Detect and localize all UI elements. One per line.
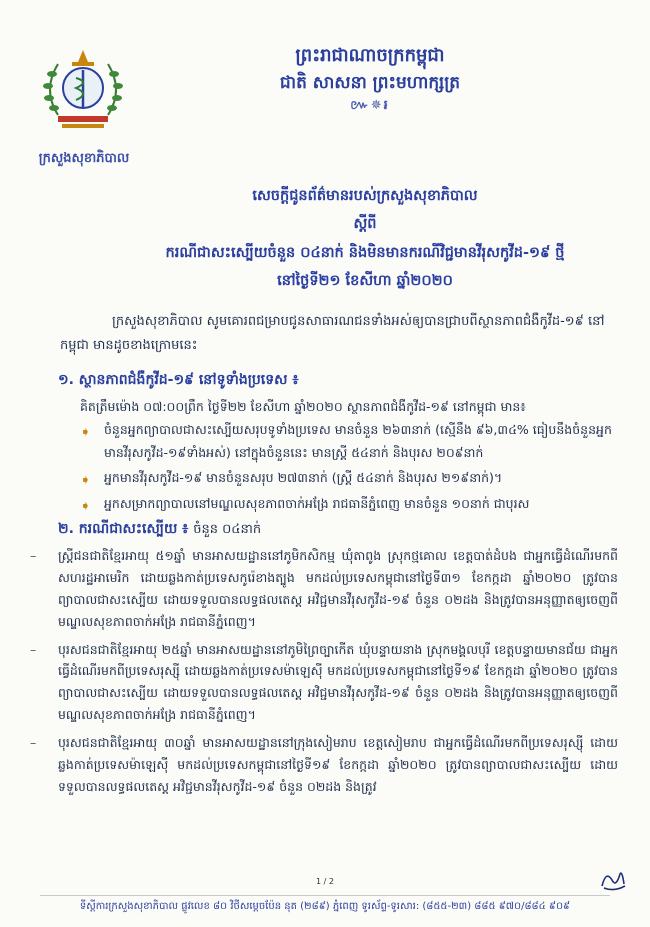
national-motto: ជាតិ សាសនា ព្រះមហាក្សត្រ bbox=[279, 72, 461, 93]
list-item: ➧ អ្នកសម្រាកព្យាបាលនៅមណ្ឌលសុខភាពចាក់អង្រែ រាជធានីភ្នំពេញ មានចំនួន ១០នាក់ ជាបុរស bbox=[80, 493, 630, 516]
initials-signature bbox=[598, 866, 628, 894]
intro-paragraph: ក្រសួងសុខាភិបាល សូមគោរពជម្រាបជូនសាធារណជនទាំងអស់ឲ្យបានជ្រាបពីស្ថានភាពជំងឺកូវីដ-១៩ នៅកម្ពុជា មានដូចខាងក្រោមនេះ bbox=[60, 314, 605, 354]
section-1-title: ១. ស្ថានភាពជំងឺកូវីដ-១៩ នៅទូទាំងប្រទេស ៖ bbox=[58, 372, 299, 388]
arrow-bullet-icon: ➧ bbox=[80, 425, 91, 440]
title-line-3: ករណីជាសះស្បើយចំនួន ០៤នាក់ និងមិនមានករណីវិជ្ជមានវីរុសកូវីដ-១៩ ថ្មី bbox=[165, 244, 565, 261]
ministry-name: ក្រសួងសុខាភិបាល bbox=[38, 151, 130, 166]
arrow-bullet-icon: ➧ bbox=[80, 498, 91, 514]
dash-bullet-icon: – bbox=[30, 641, 37, 657]
list-item: – បុរសជនជាតិខ្មែរអាយុ ៣០ឆ្នាំ មានអាសយដ្ឋាននៅក្រុងសៀមរាប ខេត្តសៀមរាប ជាអ្នកធ្វើដំណើរមកពីប្រទេសរុស្ស៊ី ដោយឆ្លងកាត់ប្រទេសម៉ាឡេស៊ី មកដល់ប្រទេសកម្ពុជានៅថ្ងៃទី១៩ ខែកក្កដា ឆ្នាំ២០២០ ត្រូវបានព្យាបាលជាសះស្បើយ ដោយទទួលបានលទ្ធផលតេស្ត អវិជ្ជមានវីរុសកូវីដ-១៩ ចំនួន ០២ដង និងត្រូវ bbox=[28, 732, 618, 798]
page-number: 1 / 2 bbox=[316, 877, 334, 886]
footer-address: ទីស្តីការក្រសួងសុខាភិបាល ផ្លូវលេខ ៨០ វិថីសម្តេចប៉ែន នុត (២៨៩) ភ្នំពេញ ទូរស័ព្ទ-ទូរសារ: (៨៥៥-២៣) ៨៨៥ ៩៧០/៨៨៤ ៩០៩ bbox=[40, 895, 610, 914]
ministry-emblem-icon bbox=[28, 40, 138, 160]
recovered-count: ចំនួន ០៤នាក់ bbox=[193, 522, 262, 537]
section-2-title: ២. ករណីជាសះស្បើយ ៖ bbox=[58, 521, 189, 537]
title-line-2: ស្តីពី bbox=[353, 216, 377, 233]
case-list bbox=[28, 545, 618, 804]
kingdom-header bbox=[210, 42, 530, 116]
list-item: ➧ ចំនួនអ្នកព្យាបាលជាសះស្បើយសរុបទូទាំងប្រទេស មានចំនួន ២៦៣នាក់ (ស្មើនឹង ៩៦,៣៤% ធៀបនឹងចំនួនអ្នកមានវីរុសកូវីដ-១៩ទាំងអស់) នៅក្នុងចំនួននេះ មានស្ត្រី ៥៤នាក់ និងបុរស ២០៩នាក់ bbox=[80, 422, 612, 460]
section-1-status-line: គិតត្រឹមម៉ោង ០៧:០០ព្រឹក ថ្ងៃទី២២ ខែសីហា ឆ្នាំ២០២០ ស្ថានភាពជំងឺកូវីដ-១៩ នៅកម្ពុជា មាន៖ bbox=[80, 399, 526, 414]
title-line-1: សេចក្តីជូនព័ត៌មានរបស់ក្រសួងសុខាភិបាល bbox=[252, 188, 478, 204]
header-ornament: ៚✵៛ bbox=[350, 98, 390, 114]
kingdom-name: ព្រះរាជាណាចក្រកម្ពុជា bbox=[295, 45, 445, 66]
dash-bullet-icon: – bbox=[30, 548, 37, 563]
list-item: – ស្ត្រីជនជាតិខ្មែរអាយុ ៥១ឆ្នាំ មានអាសយដ្ឋាននៅភូមិកសិកម្ម ឃុំតាពូង ស្រុកថ្មគោល ខេត្តបាត់ដំបង ជាអ្នកធ្វើដំណើរមកពីសហរដ្ឋអាមេរិក ដោយឆ្លងកាត់ប្រទេសកូរ៉េខាងត្បូង មកដល់ប្រទេសកម្ពុជានៅថ្ងៃទី៣១ ខែកក្កដា ឆ្នាំ២០២០ ត្រូវបានព្យាបាលជាសះស្បើយ ដោយទទួលបានលទ្ធផលតេស្ត អវិជ្ជមានវីរុសកូវីដ-១៩ ចំនួន ០២ដង និងត្រូវបានអនុញ្ញាតឲ្យចេញពីមណ្ឌលសុខភាពចាក់អង្រែ រាជធានីភ្នំពេញ។ bbox=[28, 545, 618, 633]
document-title bbox=[130, 182, 600, 295]
list-item: – បុរសជនជាតិខ្មែរអាយុ ២៥ឆ្នាំ មានអាសយដ្ឋាននៅភូមិព្រៃច្បាកើត ឃុំបន្ទាយនាង ស្រុកមង្គលបុរី ខេត្តបន្ទាយមានជ័យ ជាអ្នកធ្វើដំណើរមកពីប្រទេសរុស្ស៊ី ដោយឆ្លងកាត់ប្រទេសម៉ាឡេស៊ី មកដល់ប្រទេសកម្ពុជានៅថ្ងៃទី១៩ ខែកក្កដា ឆ្នាំ២០២០ ត្រូវបានព្យាបាលជាសះស្បើយ ដោយទទួលបានលទ្ធផលតេស្ត អវិជ្ជមានវីរុសកូវីដ-១៩ ចំនួន ០២ដង និងត្រូវបានអនុញ្ញាតឲ្យចេញពីមណ្ឌលសុខភាពចាក់អង្រែ រាជធានីភ្នំពេញ។ bbox=[28, 639, 618, 727]
section-2-heading bbox=[58, 519, 261, 540]
section-1-bullet-list bbox=[80, 419, 630, 518]
title-date: នៅថ្ងៃទី២១ ខែសីហា ឆ្នាំ២០២០ bbox=[277, 272, 453, 289]
dash-bullet-icon: – bbox=[30, 735, 37, 750]
section-1-heading bbox=[58, 370, 298, 391]
list-item: ➧ អ្នកមានវីរុសកូវីដ-១៩ មានចំនួនសរុប ២៧៣នាក់ (ស្ត្រី ៥៤នាក់ និងបុរស ២១៩នាក់)។ bbox=[80, 467, 630, 490]
arrow-bullet-icon: ➧ bbox=[80, 473, 91, 488]
